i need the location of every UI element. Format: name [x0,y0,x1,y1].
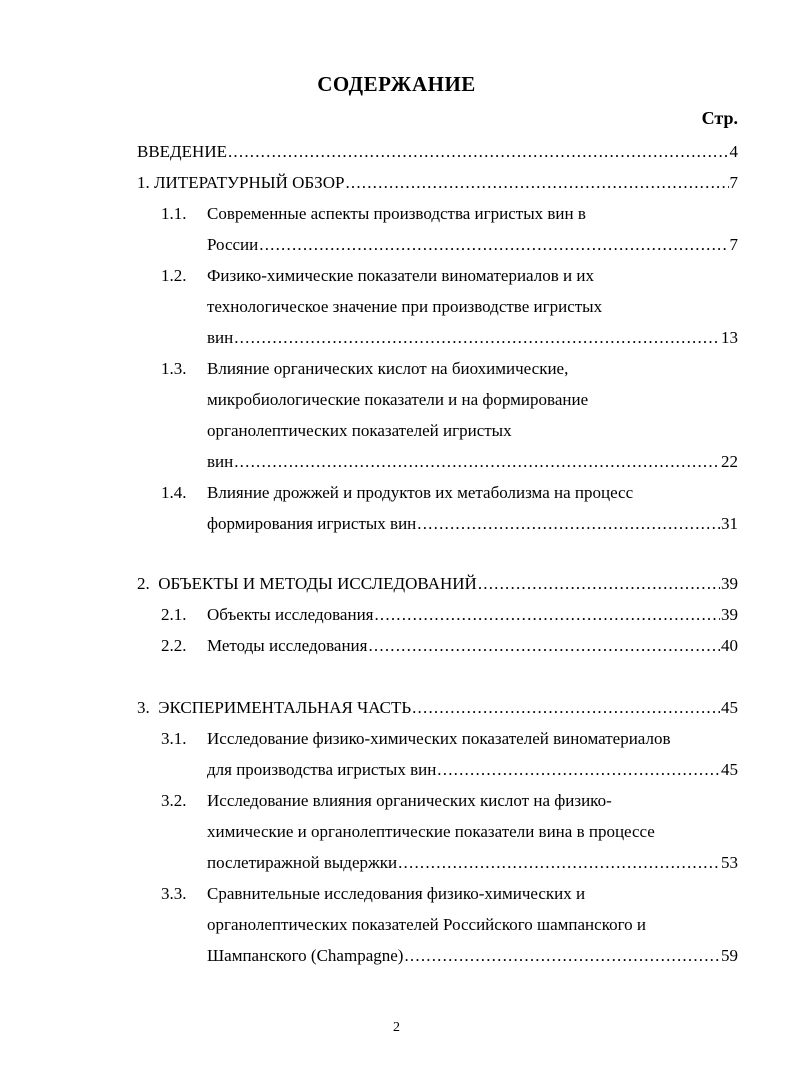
toc-entry-section-1-4[interactable] [207,513,738,535]
toc-entry-text-line: Исследование физико-химических показателей виноматериалов [207,729,671,748]
toc-entry-number: 1.2. [161,266,187,285]
toc-entry-text: вин [207,452,234,471]
toc-entry-section-3-2[interactable] [207,852,738,874]
toc-entry-text: для производства игристых вин [207,760,437,779]
dot-leader [398,852,720,874]
dot-leader [345,172,728,194]
toc-entry-text: России [207,235,259,254]
toc-entry-section-2-1[interactable] [207,604,738,626]
dot-leader [478,573,720,595]
dot-leader [234,451,720,473]
toc-entry-text-line: Влияние дрожжей и продуктов их метаболизма на процесс [207,483,634,502]
toc-entry-section-1-1[interactable] [207,234,738,256]
dot-leader [228,141,729,163]
dot-leader [368,635,720,657]
toc-entry-text-line: органолептических показателей игристых [207,421,512,440]
toc-entry-page: 7 [729,173,738,192]
toc-entry-introduction[interactable] [137,141,738,163]
toc-entry-number: 1.1. [161,204,187,223]
toc-entry-text: Шампанского (Champagne) [207,946,404,965]
toc-entry-page: 45 [721,760,738,779]
toc-entry-page: 39 [721,605,738,624]
toc-entry-page: 4 [729,142,738,161]
toc-entry-page: 39 [721,574,738,593]
dot-leader [374,604,720,626]
toc-entry-text-line: технологическое значение при производстве игристых [207,297,603,316]
toc-entry-text-line: микробиологические показатели и на формирование [207,390,589,409]
dot-leader [412,697,720,719]
dot-leader [404,945,720,967]
toc-entry-section-2-2[interactable] [207,635,738,657]
toc-entry-text: Методы исследования [207,636,368,655]
toc-entry-text: послетиражной выдержки [207,853,398,872]
toc-entry-page: 7 [729,235,738,254]
page-column-label: Стр. [701,108,738,128]
toc-entry-number: 3.3. [161,884,187,903]
toc-entry-page: 31 [721,514,738,533]
toc-entry-section-1-3[interactable] [207,451,738,473]
toc-entry-text: 3. ЭКСПЕРИМЕНТАЛЬНАЯ ЧАСТЬ [137,698,412,717]
toc-entry-number: 3.1. [161,729,187,748]
toc-entry-number: 1.4. [161,483,187,502]
toc-entry-text-line: Сравнительные исследования физико-химических и [207,884,586,903]
page-number: 2 [393,1020,400,1035]
toc-entry-page: 59 [721,946,738,965]
toc-entry-page: 45 [721,698,738,717]
toc-entry-page: 40 [721,636,738,655]
toc-entry-chapter-3[interactable] [137,697,738,719]
toc-entry-text-line: химические и органолептические показатели вина в процессе [207,822,655,841]
toc-entry-text: формирования игристых вин [207,514,417,533]
toc-entry-number: 2.2. [161,636,187,655]
dot-leader [259,234,728,256]
toc-entry-section-3-3[interactable] [207,945,738,967]
dot-leader [417,513,720,535]
toc-entry-text-line: органолептических показателей Российского шампанского и [207,915,646,934]
toc-entry-chapter-1[interactable] [137,172,738,194]
toc-entry-text: вин [207,328,234,347]
dot-leader [234,327,720,349]
toc-entry-section-1-2[interactable] [207,327,738,349]
toc-entry-text-line: Исследование влияния органических кислот на физико- [207,791,612,810]
toc-entry-page: 53 [721,853,738,872]
toc-entry-text: ВВЕДЕНИЕ [137,142,227,161]
toc-entry-text-line: Физико-химические показатели виноматериалов и их [207,266,594,285]
toc-entry-number: 2.1. [161,605,187,624]
toc-entry-text: 1. ЛИТЕРАТУРНЫЙ ОБЗОР [137,173,345,192]
toc-entry-chapter-2[interactable] [137,573,738,595]
toc-entry-text: 2. ОБЪЕКТЫ И МЕТОДЫ ИССЛЕДОВАНИЙ [137,574,477,593]
page-title: СОДЕРЖАНИЕ [317,72,476,96]
dot-leader [437,759,720,781]
toc-entry-page: 13 [721,328,738,347]
toc-entry-number: 3.2. [161,791,187,810]
toc-entry-section-3-1[interactable] [207,759,738,781]
toc-entry-page: 22 [721,452,738,471]
toc-entry-text: Объекты исследования [207,605,374,624]
toc-entry-number: 1.3. [161,359,187,378]
toc-entry-text-line: Влияние органических кислот на биохимические, [207,359,569,378]
toc-entry-text-line: Современные аспекты производства игристых вин в [207,204,586,223]
